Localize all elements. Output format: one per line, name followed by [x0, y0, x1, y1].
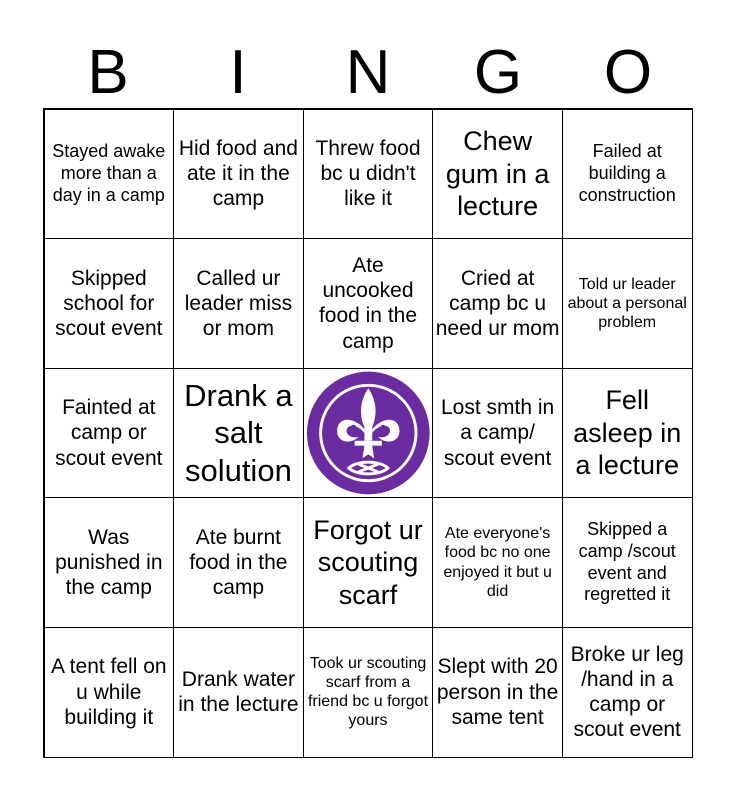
bingo-cell[interactable] [562, 109, 693, 240]
header-letter-b: B [87, 38, 129, 107]
scout-emblem-icon [306, 369, 431, 497]
cell-text: Ate burnt food in the camp [189, 525, 288, 600]
bingo-cell[interactable] [303, 497, 434, 628]
bingo-cell[interactable] [303, 109, 434, 240]
bingo-cell[interactable] [173, 238, 304, 369]
cell-text: Called ur leader miss or mom [184, 266, 293, 340]
cell-text: Failed at building a construction [578, 141, 676, 205]
bingo-cell[interactable] [432, 627, 563, 758]
cell-text: Threw food bc u didn't like it [315, 137, 421, 211]
cell-text: Broke ur leg /hand in a camp or scout event [570, 642, 684, 742]
cell-text: Fell asleep in a lecture [573, 385, 682, 481]
bingo-cell[interactable] [173, 109, 304, 240]
cell-text: Skipped school for scout event [55, 266, 163, 340]
cell-text: Took ur scouting scarf from a friend bc u forgot yours [307, 654, 429, 730]
bingo-cell[interactable] [562, 497, 693, 628]
bingo-cell[interactable] [303, 238, 434, 369]
cell-text: Skipped a camp /scout event and regretted it [578, 519, 676, 605]
cell-text: Stayed awake more than a day in a camp [52, 141, 166, 205]
bingo-cell[interactable] [44, 109, 175, 240]
bingo-cell[interactable] [432, 497, 563, 628]
cell-text: Ate everyone's food bc no one enjoyed it but u did [443, 525, 552, 600]
bingo-cell[interactable] [44, 627, 175, 758]
cell-text: Slept with 20 person in the same tent [436, 655, 559, 729]
header-letter-o: O [603, 38, 653, 107]
bingo-cell[interactable] [173, 627, 304, 758]
cell-text: Fainted at camp or scout event [55, 396, 163, 470]
cell-text: Drank water in the lecture [178, 668, 299, 717]
bingo-cell[interactable] [432, 368, 563, 499]
bingo-cell[interactable] [562, 627, 693, 758]
bingo-cell[interactable] [173, 497, 304, 628]
bingo-cell[interactable] [432, 109, 563, 240]
bingo-cell[interactable] [303, 627, 434, 758]
bingo-cell[interactable] [44, 497, 175, 628]
bingo-cell[interactable] [562, 238, 693, 369]
cell-text: Ate uncooked food in the camp [318, 254, 418, 353]
bingo-board [43, 108, 693, 758]
cell-text: A tent fell on u while building it [51, 655, 167, 729]
header-letter-i: I [229, 38, 247, 107]
header-letter-g: G [473, 38, 523, 107]
cell-text: Cried at camp bc u need ur mom [435, 266, 560, 340]
header-letter-n: N [345, 38, 391, 107]
free-space-cell[interactable] [303, 368, 434, 499]
bingo-cell[interactable] [173, 368, 304, 499]
bingo-cell[interactable] [44, 238, 175, 369]
cell-text: Lost smth in a camp/ scout event [440, 396, 555, 470]
cell-text: Was punished in the camp [55, 525, 163, 600]
cell-text: Chew gum in a lecture [445, 126, 550, 221]
cell-text: Drank a salt solution [184, 378, 293, 488]
bingo-header [43, 38, 693, 108]
cell-text: Forgot ur scouting scarf [313, 515, 423, 610]
bingo-cell[interactable] [432, 238, 563, 369]
bingo-cell[interactable] [562, 368, 693, 499]
bingo-cell[interactable] [44, 368, 175, 499]
cell-text: Told ur leader about a personal problem [567, 275, 687, 331]
cell-text: Hid food and ate it in the camp [178, 137, 298, 211]
